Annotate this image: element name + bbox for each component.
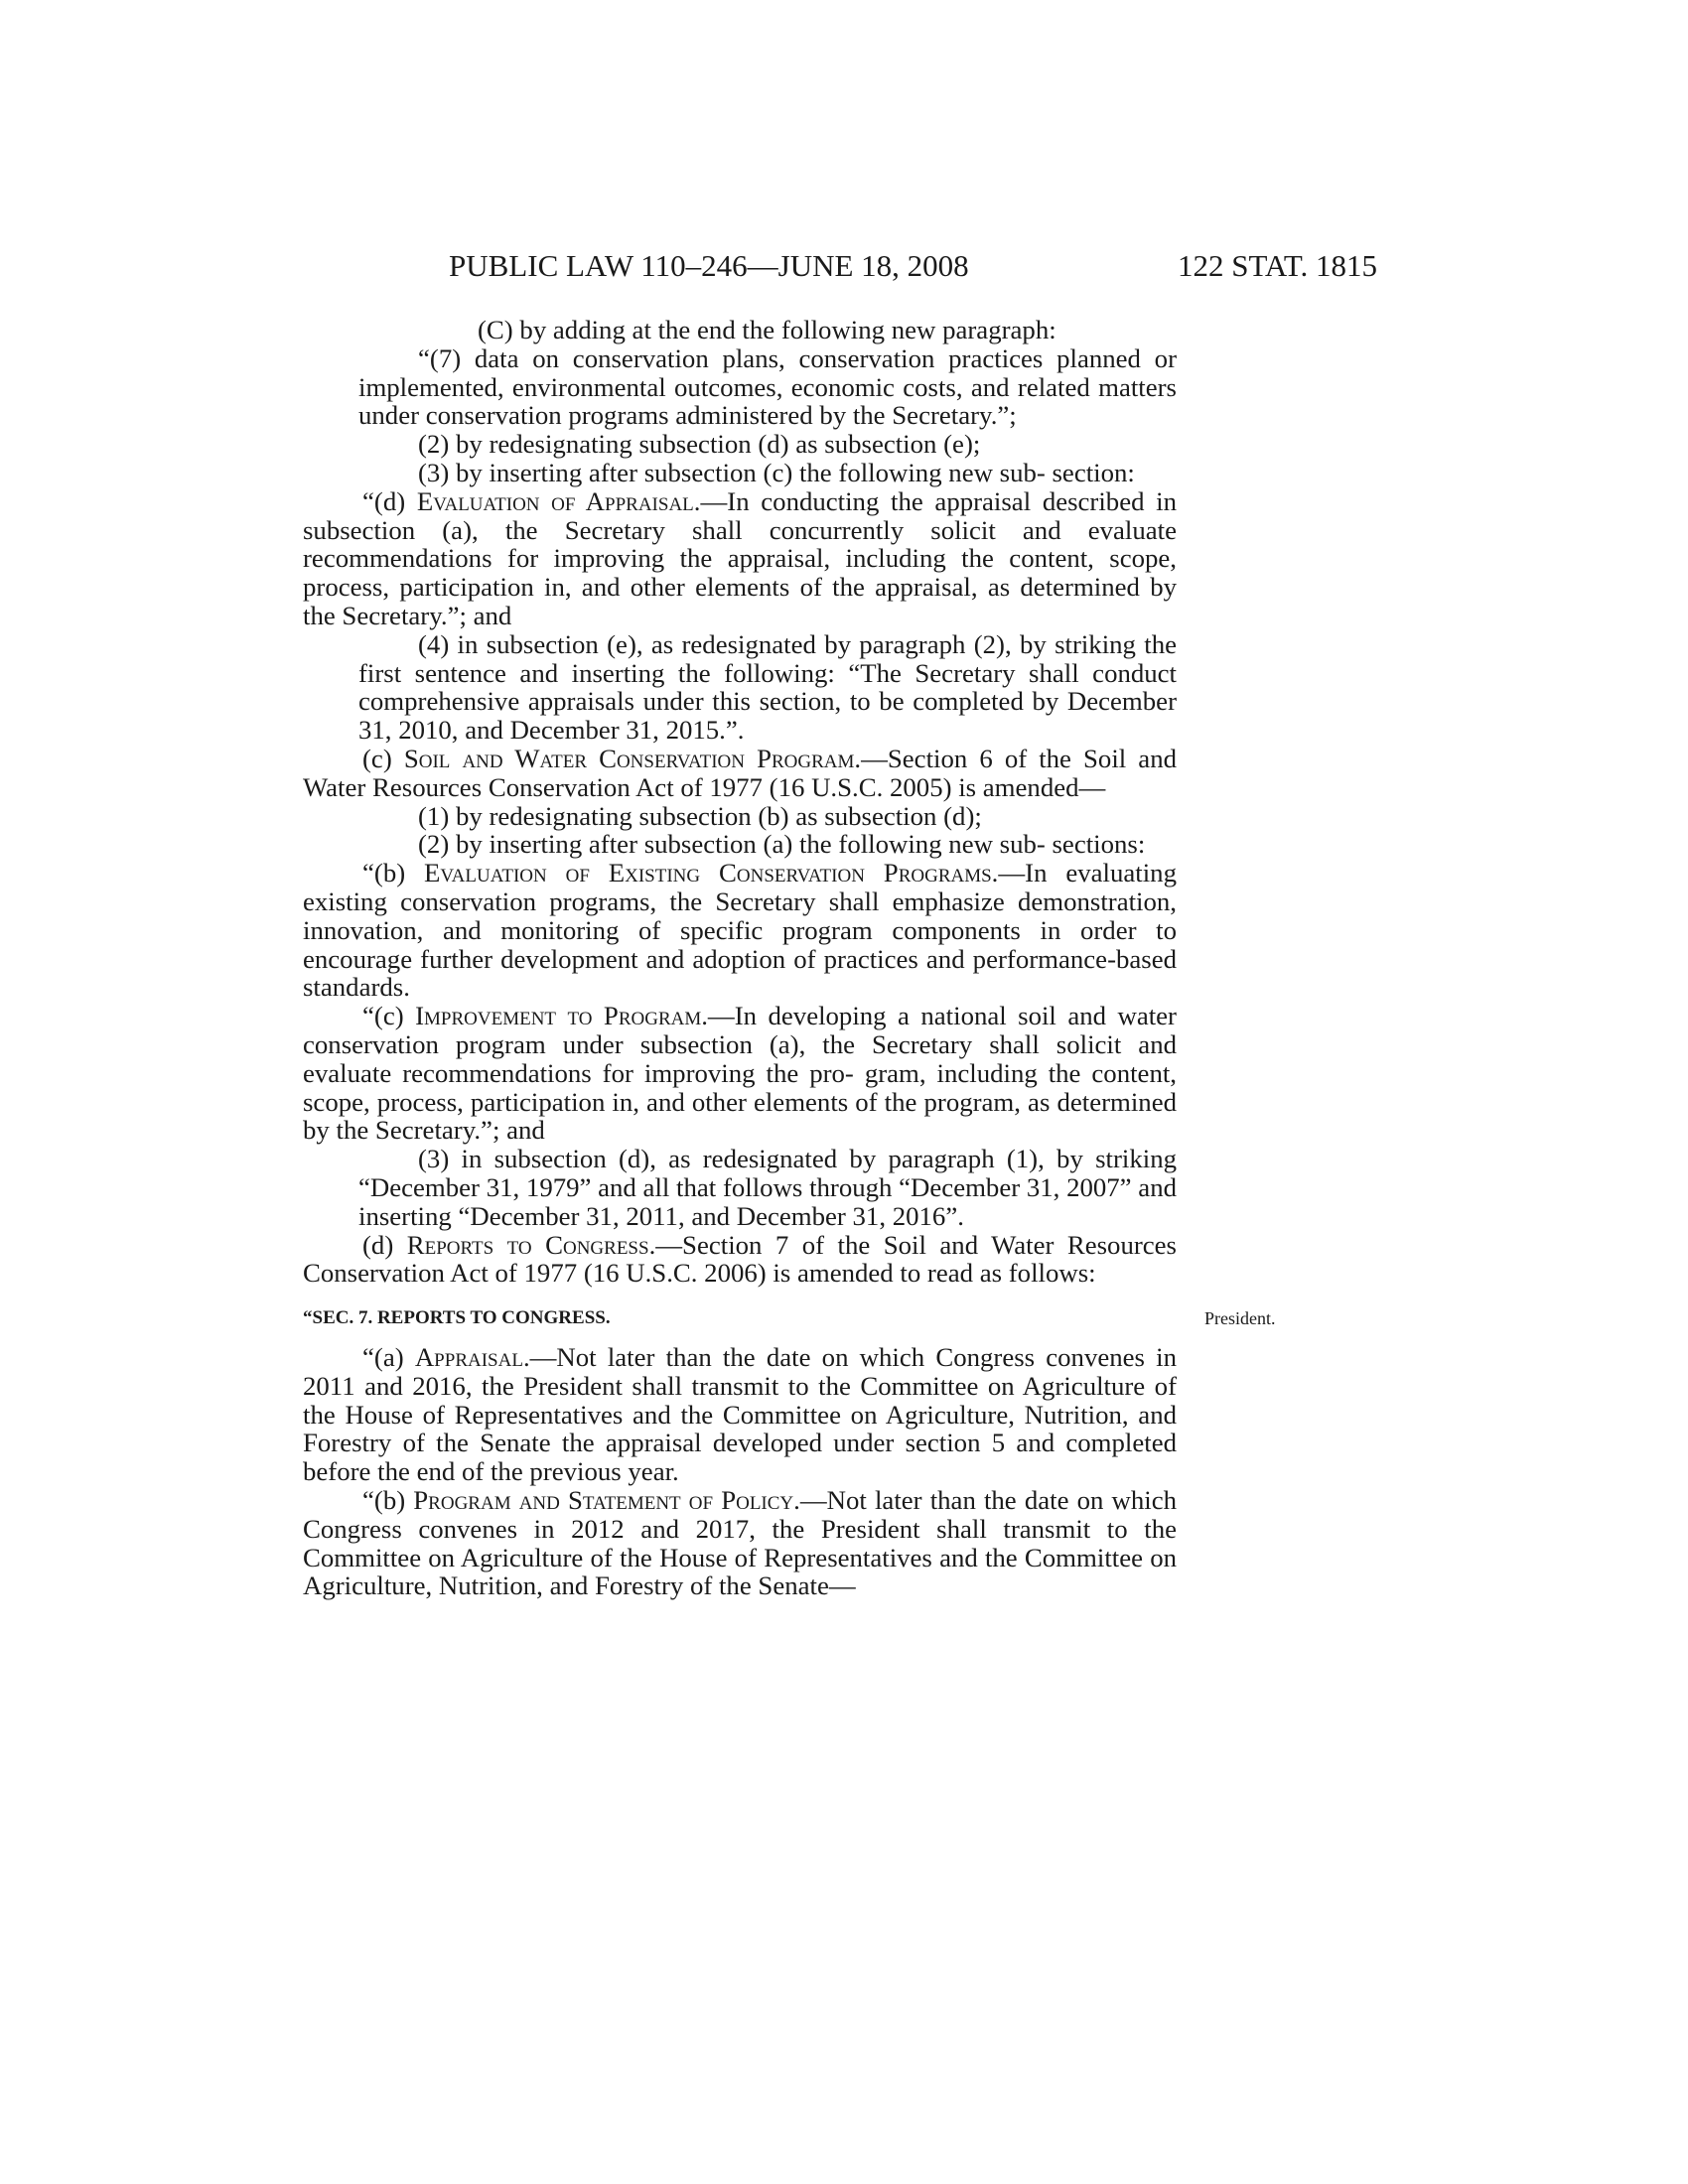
subsection-d-evaluation-of-appraisal: “(d) Evaluation of Appraisal.—In conducting the appraisal described in subsection (a), the Secretary shall concurrently solicit and evaluate recommendations for improving the appraisal, including the content, scope, process, participation in, and other elements of the appraisal, as determined by the Secretary.”; and	[303, 485, 1178, 630]
subsection-a-appraisal: “(a) Appraisal.—Not later than the date on which Congress convenes in 2011 and 2016, the President shall transmit to the Committee on Agriculture of the House of Representatives and the Committee on Agriculture, Nutrition, and Forestry of the Senate the appraisal developed under section 5 and completed before the end of the previous year.	[303, 1342, 1177, 1487]
paragraph-4-subsection-e: (4) in subsection (e), as redesignated by paragraph (2), by striking the first sentence and inserting the following: “The Secretary shall conduct comprehensive appraisals under this section, to be completed by December 31, 2010, and December 31, 2015.”.	[358, 628, 1177, 746]
document-body	[303, 315, 1276, 1601]
header-law-title: PUBLIC LAW 110–246—JUNE 18, 2008	[449, 248, 969, 283]
subsection-b-evaluation-existing: “(b) Evaluation of Existing Conservation Programs.—In evaluating existing conservation programs, the Secretary shall emphasize demonstration, innovation, and monitoring of specific program components in order to encourage further development and adoption of practices and performance-based standards.	[303, 858, 1177, 1003]
subsection-heading: Program and Statement of Policy	[413, 1485, 794, 1516]
subsection-heading: Evaluation of Existing Conservation Programs	[424, 858, 992, 888]
running-header	[449, 248, 1377, 288]
quoted-paragraph-7: “(7) data on conservation plans, conservation practices planned or implemented, environmental outcomes, economic costs, and related matters under conservation programs administered by the Secretary.”;	[358, 342, 1177, 431]
subsection-heading: Appraisal	[414, 1342, 523, 1373]
subsection-c-soil-water-program: (c) Soil and Water Conservation Program.—Section 6 of the Soil and Water Resources Conservation Act of 1977 (16 U.S.C. 2005) is amended—	[303, 743, 1177, 802]
margin-note: President.	[1204, 1308, 1276, 1329]
paragraph-1-redesignating: (1) by redesignating subsection (b) as subsection (d);	[418, 800, 982, 831]
section-heading: “SEC. 7. REPORTS TO CONGRESS. President.	[303, 1305, 1177, 1331]
paragraph-2-inserting: (2) by inserting after subsection (a) the following new sub- sections:	[418, 829, 1146, 860]
subsection-heading: Soil and Water Conservation Program	[403, 743, 855, 773]
paragraph-c-adding: (C) by adding at the end the following new paragraph:	[478, 315, 1056, 344]
subsection-heading: Improvement to Program	[415, 1001, 702, 1031]
subsection-c-improvement: “(c) Improvement to Program.—In developing a national soil and water conservation program under subsection (a), the Secretary shall solicit and evaluate recommendations for improving the pro- gram, including the content, scope, process, participation in, and other elements of the program, as determined by the Secretary.”; and	[303, 1001, 1177, 1146]
subsection-heading: Evaluation of Appraisal	[416, 485, 694, 516]
subsection-heading: Reports to Congress	[406, 1229, 649, 1260]
subsection-b-program-policy: “(b) Program and Statement of Policy.—Not later than the date on which Congress convenes in 2012 and 2017, the President shall transmit to the Committee on Agriculture of the House of Representatives and the Committee on Agriculture, Nutrition, and Forestry of the Senate—	[303, 1485, 1178, 1601]
paragraph-2-redesignating: (2) by redesignating subsection (d) as subsection (e);	[418, 429, 981, 460]
paragraph-3-inserting: (3) by inserting after subsection (c) the following new sub- section:	[418, 457, 1135, 487]
subsection-d-reports: (d) Reports to Congress.—Section 7 of the Soil and Water Resources Conservation Act of 1977 (16 U.S.C. 2006) is amended to read as follows:	[303, 1229, 1177, 1289]
paragraph-3-subsection-d: (3) in subsection (d), as redesignated by paragraph (1), by striking “December 31, 1979” and all that follows through “December 31, 2007” and inserting “December 31, 2011, and December 31, 2016”.	[358, 1144, 1177, 1231]
header-stat-page: 122 STAT. 1815	[1177, 248, 1377, 283]
